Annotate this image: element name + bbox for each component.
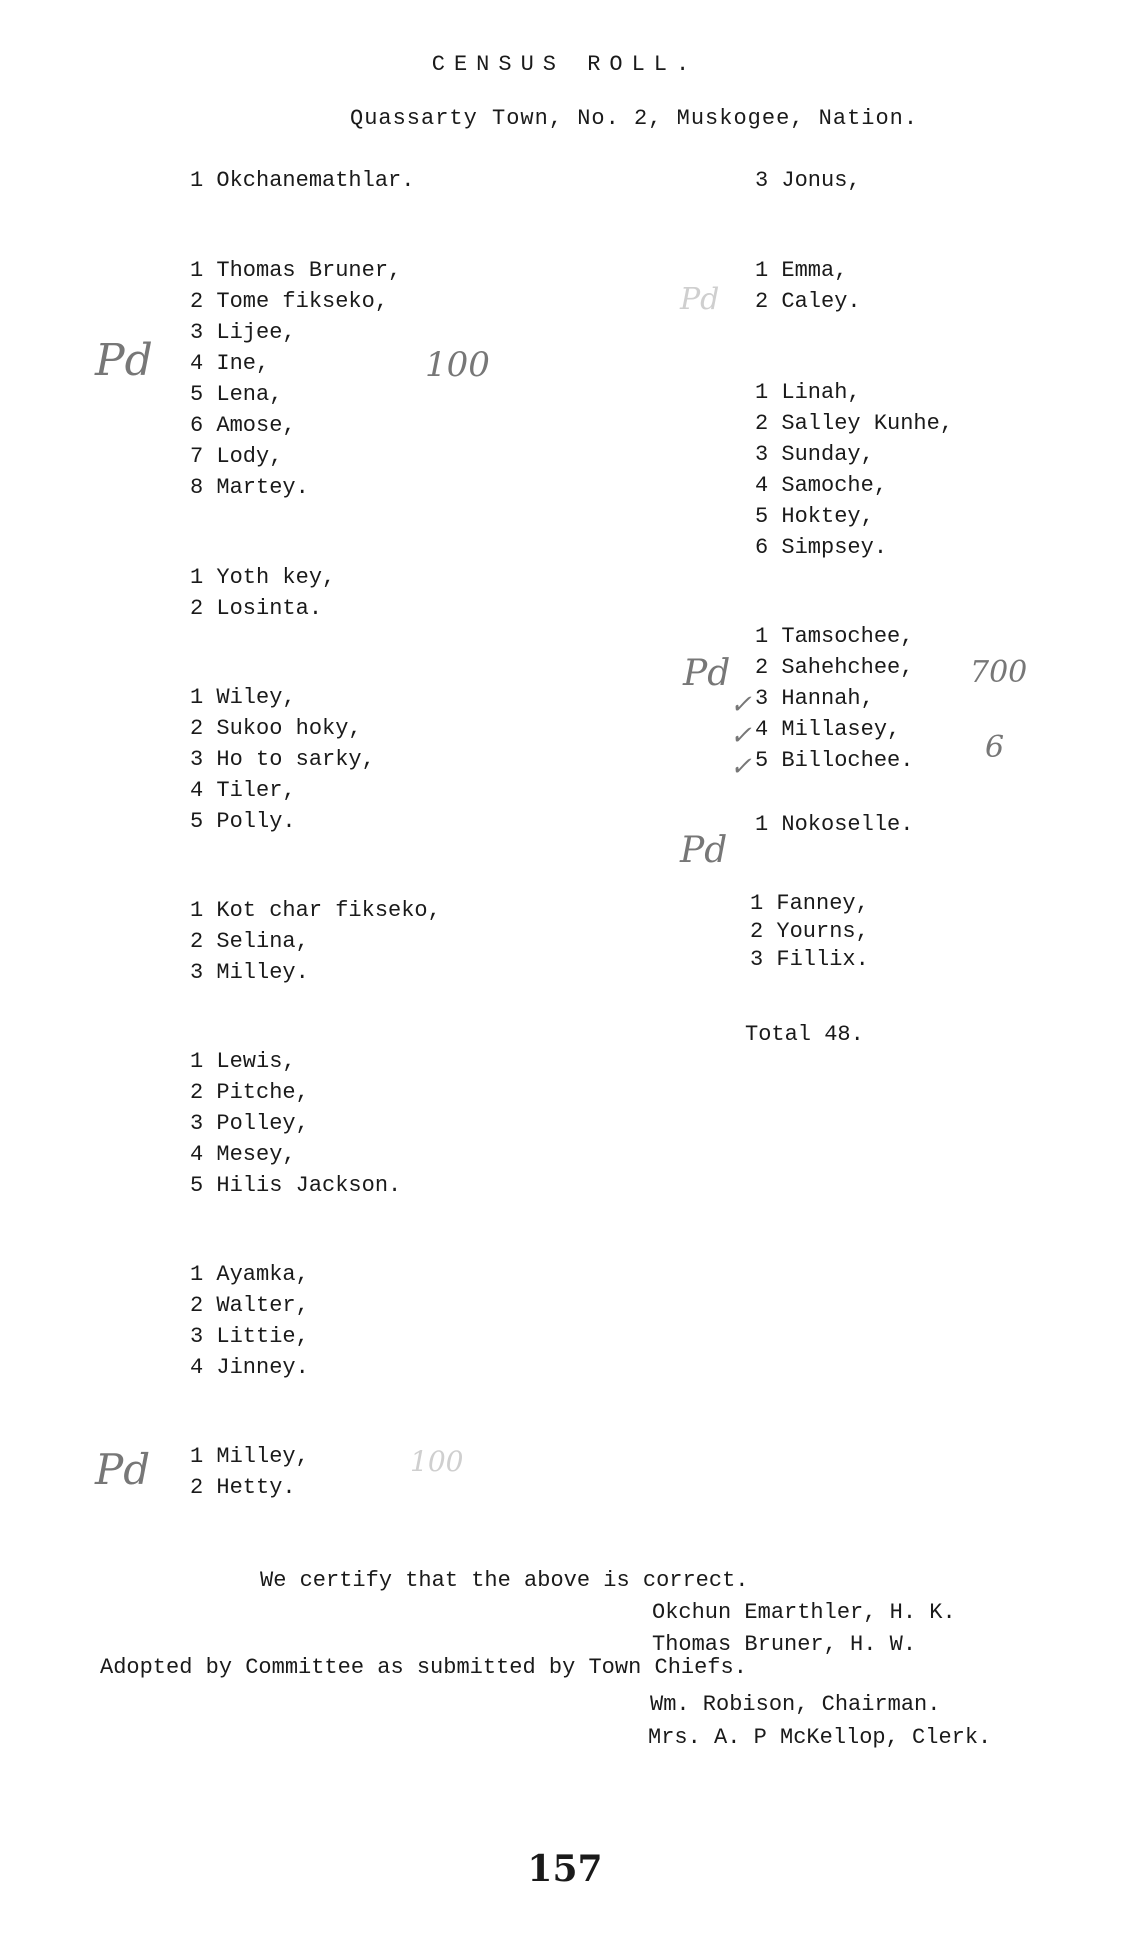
census-entry: 1 Milley,: [190, 1444, 309, 1469]
paid-annotation: Pd: [95, 335, 153, 386]
family-group: [190, 255, 441, 503]
check-mark-icon: ✓: [730, 721, 752, 751]
census-entry: 4 Mesey,: [190, 1142, 296, 1167]
paid-annotation: Pd: [683, 653, 731, 694]
census-entry: 3 Lijee,: [190, 320, 296, 345]
census-entry: 3 Milley.: [190, 960, 309, 985]
census-entry: 1 Lewis,: [190, 1049, 296, 1074]
family-group: [190, 1259, 441, 1383]
census-entry: 1 Thomas Bruner,: [190, 258, 402, 283]
census-entry: 4 Tiler,: [190, 778, 296, 803]
paid-annotation: Pd: [680, 282, 720, 317]
census-entry: 2 Caley.: [755, 289, 861, 314]
census-entry: 5 Hoktey,: [755, 504, 874, 529]
census-entry: 1 Emma,: [755, 258, 848, 283]
census-entry: 2 Sukoo hoky,: [190, 716, 362, 741]
census-entry: 2 Salley Kunhe,: [755, 411, 954, 436]
census-entry: 8 Martey.: [190, 475, 309, 500]
census-entry: 2 Losinta.: [190, 596, 323, 621]
census-entry: 3 Littie,: [190, 1324, 309, 1349]
census-entry: 4 Ine,: [190, 351, 270, 376]
census-entry: 1 Fanney,: [750, 891, 869, 916]
family-group: [190, 682, 441, 837]
check-mark-icon: ✓: [730, 690, 752, 720]
census-entry: 2 Pitche,: [190, 1080, 309, 1105]
census-entry: 2 Sahehchee,: [755, 655, 914, 680]
census-entry: 4 Millasey,: [755, 717, 901, 742]
family-group: [190, 1441, 441, 1503]
census-entry: 3 Polley,: [190, 1111, 309, 1136]
paid-annotation: Pd: [95, 1445, 151, 1494]
signature-clerk: Mrs. A. P McKellop, Clerk.: [648, 1725, 992, 1750]
adoption-statement: Adopted by Committee as submitted by Town Chiefs.: [100, 1655, 747, 1680]
left-column: [190, 165, 441, 1503]
census-entry: 5 Lena,: [190, 382, 283, 407]
census-entry: 3 Hannah,: [755, 686, 874, 711]
right-column: [750, 165, 954, 974]
family-group: [190, 1046, 441, 1201]
census-entry: 3 Jonus,: [755, 168, 861, 193]
signature-head-warrior: Thomas Bruner, H. W.: [652, 1632, 917, 1657]
family-group: [190, 895, 441, 988]
census-entry: 4 Jinney.: [190, 1355, 309, 1380]
certification-statement: We certify that the above is correct.: [260, 1568, 749, 1593]
family-group: [190, 562, 441, 624]
total-count: Total 48.: [745, 1022, 864, 1047]
family-group: [755, 377, 953, 563]
family-group: [190, 165, 441, 196]
census-entry: 5 Hilis Jackson.: [190, 1173, 402, 1198]
amount-annotation: 100: [425, 345, 490, 385]
amount-annotation: 100: [410, 1445, 464, 1478]
paid-annotation: Pd: [680, 830, 728, 871]
census-entry: 3 Fillix.: [750, 947, 869, 972]
census-entry: 1 Tamsochee,: [755, 624, 914, 649]
census-entry: 4 Samoche,: [755, 473, 888, 498]
family-group: [755, 621, 953, 776]
census-entry: 7 Lody,: [190, 444, 283, 469]
census-entry: 1 Kot char fikseko,: [190, 898, 441, 923]
census-entry: 1 Okchanemathlar.: [190, 168, 415, 193]
census-entry: 2 Selina,: [190, 929, 309, 954]
family-group: [755, 809, 953, 840]
census-entry: 6 Simpsey.: [755, 535, 888, 560]
amount-annotation: 700: [970, 655, 1028, 690]
census-entry: 1 Ayamka,: [190, 1262, 309, 1287]
census-entry: 2 Yourns,: [750, 919, 869, 944]
census-entry: 5 Billochee.: [755, 748, 914, 773]
census-entry: 3 Sunday,: [755, 442, 874, 467]
census-entry: 2 Tome fikseko,: [190, 289, 389, 314]
signature-head-king: Okchun Emarthler, H. K.: [652, 1600, 956, 1625]
census-entry: 1 Linah,: [755, 380, 861, 405]
census-entry: 1 Nokoselle.: [755, 812, 914, 837]
census-entry: 6 Amose,: [190, 413, 296, 438]
document-subtitle: Quassarty Town, No. 2, Muskogee, Nation.: [350, 106, 919, 131]
census-entry: 2 Walter,: [190, 1293, 309, 1318]
family-group: [755, 165, 953, 196]
amount-annotation: 6: [985, 730, 1005, 765]
census-entry: 1 Yoth key,: [190, 565, 336, 590]
census-entry: 3 Ho to sarky,: [190, 747, 375, 772]
census-entry: 1 Wiley,: [190, 685, 296, 710]
signature-chairman: Wm. Robison, Chairman.: [650, 1692, 941, 1717]
census-entry: 2 Hetty.: [190, 1475, 296, 1500]
family-group: [755, 255, 953, 317]
check-mark-icon: ✓: [730, 752, 752, 782]
family-group: [750, 890, 953, 974]
census-entry: 5 Polly.: [190, 809, 296, 834]
document-title: CENSUS ROLL.: [431, 52, 699, 77]
page-number: 157: [527, 1848, 603, 1890]
